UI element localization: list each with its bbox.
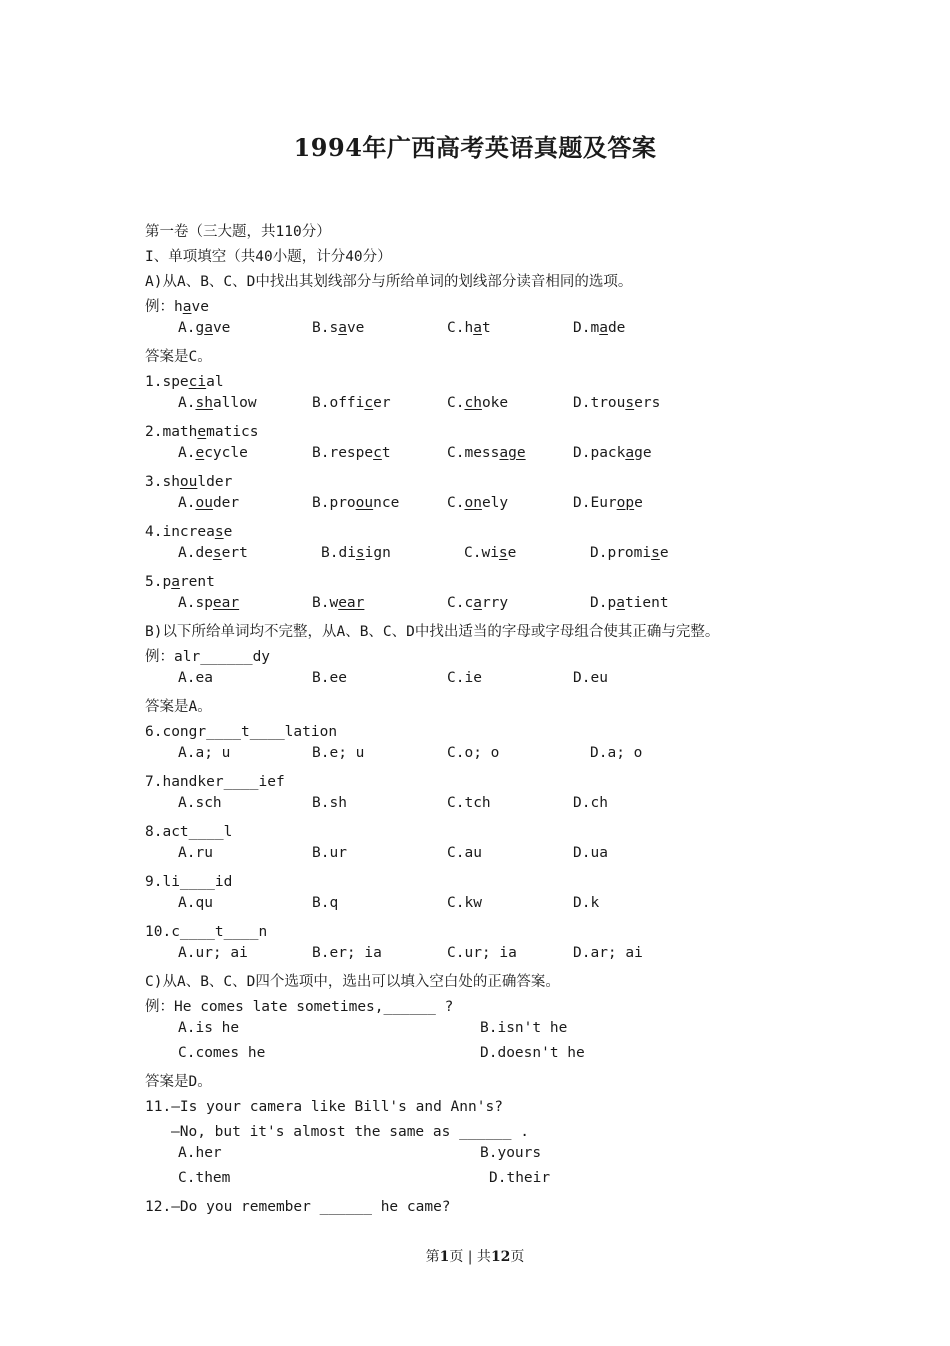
question-11-line-1: 11.—Is your camera like Bill's and Ann's? (145, 1099, 503, 1115)
exam-content (145, 220, 845, 1220)
option: D.a; o (590, 745, 643, 761)
option: B.officer (312, 395, 391, 411)
option: A.desert (178, 545, 248, 561)
option: B.save (312, 320, 365, 336)
section-title: I、单项填空（共40小题，计分40分） (145, 249, 392, 265)
option: C.kw (447, 895, 482, 911)
question-9-stem: 9.li____id (145, 874, 233, 890)
option: D.patient (590, 595, 669, 611)
option: D.eu (573, 670, 608, 686)
question-11-options-row-2 (145, 1170, 845, 1195)
option: A.ouder (178, 495, 240, 511)
question-3-options (145, 495, 845, 520)
option: D.k (573, 895, 600, 911)
example-a-answer: 答案是C。 (145, 349, 212, 365)
option: C.tch (447, 795, 491, 811)
section-c-instructions: C)从A、B、C、D四个选项中，选出可以填入空白处的正确答案。 (145, 974, 560, 990)
option: B.er; ia (312, 945, 382, 961)
option: C.wise (464, 545, 517, 561)
question-5-options (145, 595, 845, 620)
option: D.ua (573, 845, 608, 861)
example-b-answer: 答案是A。 (145, 699, 212, 715)
footer-suffix: 页 (510, 1249, 525, 1265)
question-7-stem: 7.handker____ief (145, 774, 285, 790)
option: A.her (178, 1145, 222, 1161)
question-10-options (145, 945, 845, 970)
option: B.e; u (312, 745, 365, 761)
option: C.onely (447, 495, 509, 511)
option: A.ur; ai (178, 945, 248, 961)
footer-prefix: 第 (425, 1249, 440, 1265)
option: C.carry (447, 595, 509, 611)
option: D.trousers (573, 395, 661, 411)
option: B.isn't he (480, 1020, 568, 1036)
option: D.Europe (573, 495, 643, 511)
option: A.sch (178, 795, 222, 811)
footer-mid: 页 | 共 (449, 1249, 491, 1265)
option: C.o; o (447, 745, 500, 761)
example-b-stem: 例：alr______dy (145, 649, 271, 665)
option: C.message (447, 445, 526, 461)
question-5-stem: 5.parent (145, 574, 215, 590)
document-title: 1994年广西高考英语真题及答案 (293, 133, 657, 162)
example-c-options-row-1 (145, 1020, 845, 1045)
question-2-stem: 2.mathematics (145, 424, 259, 440)
example-b-options (145, 670, 845, 695)
example-c-answer: 答案是D。 (145, 1074, 212, 1090)
option: D.package (573, 445, 652, 461)
option: C.ur; ia (447, 945, 517, 961)
option: B.ur (312, 845, 347, 861)
option: C.ie (447, 670, 482, 686)
option: D.ar; ai (573, 945, 643, 961)
option: B.sh (312, 795, 347, 811)
question-1-stem: 1.special (145, 374, 224, 390)
question-6-stem: 6.congr____t____lation (145, 724, 338, 740)
section-a-instructions: A)从A、B、C、D中找出其划线部分与所给单词的划线部分读音相同的选项。 (145, 274, 633, 290)
option: A.a; u (178, 745, 231, 761)
option: C.them (178, 1170, 231, 1186)
option: A.ea (178, 670, 213, 686)
option: B.disign (321, 545, 391, 561)
option: B.wear (312, 595, 365, 611)
question-11-options-row-1 (145, 1145, 845, 1170)
option: B.proounce (312, 495, 400, 511)
option: D.doesn't he (480, 1045, 585, 1061)
option: D.made (573, 320, 626, 336)
option: A.ru (178, 845, 213, 861)
question-7-options (145, 795, 845, 820)
section-b-instructions: B)以下所给单词均不完整，从A、B、C、D中找出适当的字母或字母组合使其正确与完整。 (145, 624, 720, 640)
example-a-stem: 例：have (145, 299, 209, 315)
option: D.promise (590, 545, 669, 561)
page-footer (0, 1246, 950, 1266)
option: A.is he (178, 1020, 240, 1036)
question-9-options (145, 895, 845, 920)
option: B.yours (480, 1145, 542, 1161)
question-2-options (145, 445, 845, 470)
option: D.ch (573, 795, 608, 811)
option: A.shallow (178, 395, 257, 411)
question-4-options (145, 545, 845, 570)
question-3-stem: 3.shoulder (145, 474, 233, 490)
question-8-stem: 8.act____l (145, 824, 233, 840)
question-8-options (145, 845, 845, 870)
page-number: 1 (439, 1249, 450, 1265)
option: C.choke (447, 395, 509, 411)
option: C.comes he (178, 1045, 266, 1061)
part-heading: 第一卷（三大题，共110分） (145, 224, 331, 240)
option: D.their (489, 1170, 551, 1186)
question-4-stem: 4.increase (145, 524, 233, 540)
example-c-stem: 例：He comes late sometimes,______ ? (145, 999, 454, 1015)
option: A.gave (178, 320, 231, 336)
option: A.qu (178, 895, 213, 911)
option: A.ecycle (178, 445, 248, 461)
option: B.q (312, 895, 339, 911)
option: A.spear (178, 595, 240, 611)
question-12-line-1: 12.—Do you remember ______ he came? (145, 1199, 451, 1215)
example-a-options (145, 320, 845, 345)
option: B.ee (312, 670, 347, 686)
question-6-options (145, 745, 845, 770)
option: C.hat (447, 320, 491, 336)
question-10-stem: 10.c____t____n (145, 924, 268, 940)
question-1-options (145, 395, 845, 420)
option: B.respect (312, 445, 391, 461)
example-c-options-row-2 (145, 1045, 845, 1070)
question-11-line-2: —No, but it's almost the same as ______ . (171, 1124, 529, 1140)
page-total: 12 (490, 1249, 511, 1265)
option: C.au (447, 845, 482, 861)
